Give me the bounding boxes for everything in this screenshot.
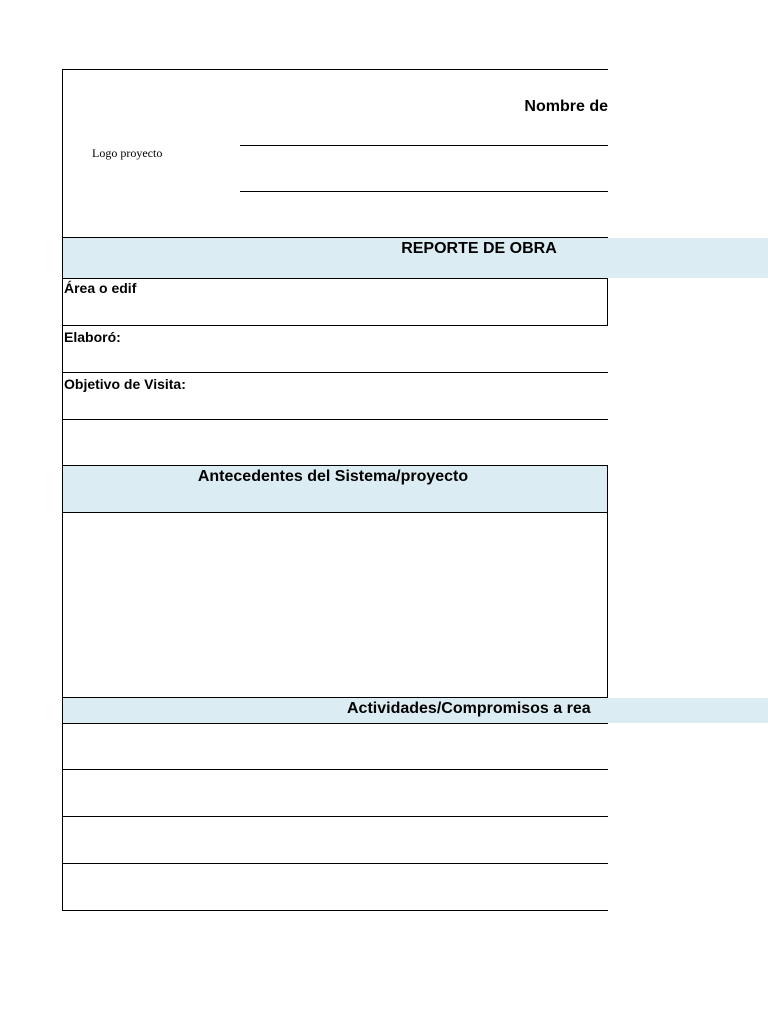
- header-line-2: [240, 191, 608, 192]
- actividad-row-4: [63, 864, 608, 910]
- logo-placeholder: Logo proyecto: [92, 146, 163, 160]
- actividad-row-1: [63, 724, 608, 769]
- actividad-row-2: [63, 770, 608, 816]
- project-name: [440, 98, 608, 120]
- actividad-row-3: [63, 817, 608, 863]
- header-top-border: [62, 69, 608, 70]
- area-row-top-border: [62, 278, 608, 279]
- actividades-title-clip: [63, 700, 608, 722]
- area-row-bottom-border: [62, 325, 608, 326]
- antecedentes-top-border: [62, 465, 608, 466]
- form-bottom-border: [62, 910, 608, 911]
- report-title-top-border: [62, 237, 608, 238]
- project-name-text: Nombre de: [524, 98, 608, 115]
- actividades-top-border: [62, 697, 608, 698]
- actividades-title: Actividades/Compromisos a rea: [347, 700, 591, 717]
- objetivo-label: Objetivo de Visita:: [64, 376, 186, 392]
- header-line-1: [240, 145, 608, 146]
- antecedentes-right-border: [607, 465, 608, 698]
- elaboro-label: Elaboró:: [64, 329, 121, 345]
- elaboro-row-bottom-border: [62, 372, 608, 373]
- area-row-right-border: [607, 278, 608, 325]
- objetivo-extra-row: [63, 420, 608, 465]
- antecedentes-title: Antecedentes del Sistema/proyecto: [197, 468, 469, 485]
- area-label: Área o edif: [64, 280, 137, 296]
- report-title: REPORTE DE OBRA: [401, 240, 557, 257]
- antecedentes-content-area: [63, 513, 607, 697]
